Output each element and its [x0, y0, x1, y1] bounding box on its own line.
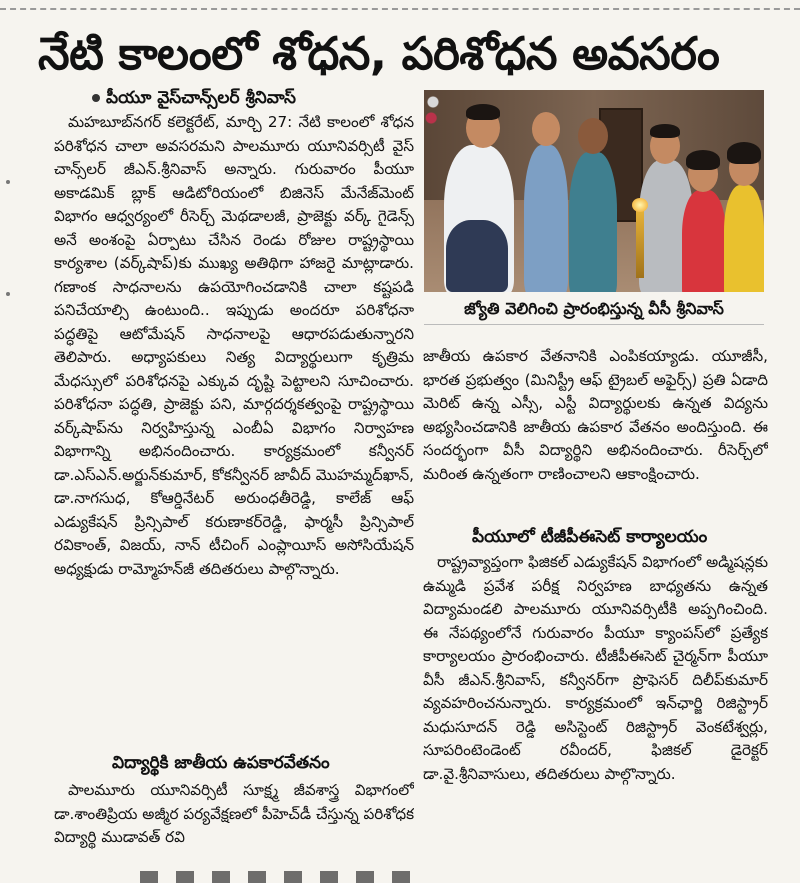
- oil-lamp: [636, 208, 644, 278]
- person-vc-hair: [466, 104, 500, 120]
- article-left-continuation: పాలమూరు యూనివర్సిటీ సూక్ష్మ జీవశాస్త్ర విభాగంలో డా.శాంతిప్రియ అజ్మీర పర్యవేక్షణలో పీహెచ్‌డీ చేస్తున్న పరిశోధక విద్యార్థి ముడావత్ రవి: [54, 781, 414, 846]
- subhead-tgpecet-office: పీయూలో టీజీపీఈసెట్ కార్యాలయం: [472, 527, 708, 547]
- person-yellow-saree: [724, 185, 764, 292]
- margin-dot: [6, 180, 10, 184]
- person-red-saree: [682, 190, 726, 292]
- person-blue-shirt: [524, 145, 568, 292]
- top-dashed-rule: [0, 8, 800, 10]
- flower-decoration: [424, 90, 442, 130]
- subhead-scholarship: విద్యార్థికి జాతీయ ఉపకారవేతనం: [112, 753, 330, 773]
- byline: [92, 86, 422, 110]
- person-teal-vest: [569, 152, 617, 292]
- photo-caption: జ్యోతి వెలిగించి ప్రారంభిస్తున్న వీసీ శ్రీనివాస్: [424, 294, 764, 325]
- next-headline-fragment: [140, 871, 420, 883]
- headline: నేటి కాలంలో శోధన, పరిశోధన అవసరం: [38, 27, 720, 80]
- event-photo: [424, 90, 764, 292]
- person-grey-hair: [650, 124, 680, 138]
- article-left-column: మహబూబ్‌నగర్ కలెక్టరేట్, మార్చి 27: నేటి కాలంలో శోధన పరిశోధన చాలా అవసరమని పాలమూరు యూనివర్సిటీ వైస్ చాన్స్‌లర్ జీఎన్.శ్రీనివాస్ అన్నారు. గురువారం పీయూ అకాడమిక్ బ్లాక్ ఆడిటోరియంలో బిజినెస్ మేనేజ్‌మెంట్ విభాగం ఆధ్వర్యంలో రీసెర్చ్ మెథడాలజీ, ప్రాజెక్టు వర్క్ గైడెన్స్ అనే అంశంపై ఏర్పాటు చేసిన రెండు రోజుల రాష్ట్రస్థాయి కార్యశాల (వర్క్‌షాప్)కు ముఖ్య అతిథిగా హాజరై మాట్లాడారు. గణాంక సాధనాలను ఉపయోగించడానికి చాలా కష్టపడి పనిచేయాల్సి ఉంటుంది.. ఇప్పుడు అందరూ పరిశోధనా పద్ధతిపై ఆటోమేషన్ సాధనాలపై ఆధారపడుతున్నారని తెలిపారు. అధ్యాపకులు నిత్య విద్యార్థులుగా కృత్రిమ మేధస్సులో పరిశోధనపై ఎక్కువ దృష్టి పెట్టాలని సూచించారు. పరిశోధనా పద్ధతి, ప్రాజెక్టు పని, మార్గదర్శకత్వంపై రాష్ట్రస్థాయి వర్క్‌షాప్‌ను నిర్వహిస్తున్న ఎంబీఏ విభాగం నిర్వాహణ విభాగాన్ని అభినందించారు. కార్యక్రమంలో కన్వీనర్ డా.ఎస్ఎన్.అర్జున్‌కుమార్, కోకన్వీనర్ జావీద్ మొహమ్మద్‌ఖాన్, డా.నాగసుధ, కోఆర్డినేటర్ అరుంధతీరెడ్డి, కాలేజ్ ఆఫ్ ఎడ్యుకేషన్ ప్రిన్సిపాల్ కరుణాకర్‌రెడ్డి, ఫార్మసీ ప్రిన్సిపాల్ రవికాంత్, విజయ్, నాన్ టీచింగ్ ఎంప్లాయీస్ అసోసియేషన్ అధ్యక్షుడు రామ్మోహన్‌జీ తదితరులు పాల్గొన్నారు.: [54, 113, 414, 578]
- article-right-continuation: రాష్ట్రవ్యాప్తంగా ఫిజికల్ ఎడ్యుకేషన్ విభాగంలో అడ్మిషన్లకు ఉమ్మడి ప్రవేశ పరీక్ష నిర్వహణ బాధ్యతను ఉన్నత విద్యామండలి పాలమూరు యూనివర్సిటీకి అప్పగించింది. ఈ నేపథ్యంలోనే గురువారం పీయూ క్యాంపస్‌లో ప్రత్యేక కార్యాలయం ప్రారంభించారు. టీజీపీఈసెట్ చైర్మన్‌గా పీయూ వీసీ జీఎన్.శ్రీనివాస్, కన్వీనర్‌గా ప్రొఫెసర్ దిలీప్‌కుమార్ వ్యవహరించనున్నారు. కార్యక్రమంలో ఇన్‌ఛార్జి రిజిస్ట్రార్ మధుసూదన్ రెడ్డి అసిస్టెంట్ రిజిస్ట్రార్ వెంకటేశ్వర్లు, సూపరింటెండెంట్ రవీందర్, ఫిజికల్ డైరెక్టర్ డా.వై.శ్రీనివాసులు, తదితరులు పాల్గొన్నారు.: [423, 553, 768, 783]
- person-red-hair: [686, 150, 720, 170]
- lamp-flame: [632, 198, 648, 212]
- margin-dot: [6, 292, 10, 296]
- byline-text: పీయూ వైస్‌చాన్స్‌లర్ శ్రీనివాస్: [106, 88, 296, 108]
- person-blue-head: [532, 112, 560, 146]
- person-yellow-hair: [727, 142, 761, 164]
- person-vc-trousers: [446, 220, 508, 292]
- bullet-icon: [92, 94, 100, 102]
- article-right-column: జాతీయ ఉపకార వేతనానికి ఎంపికయ్యాడు. యూజీసీ, భారత ప్రభుత్వం (మినిస్ట్రీ ఆఫ్ ట్రైబల్ అఫైర్స్) ప్రతి ఏడాది మెరిట్ ఉన్న ఎస్సీ, ఎస్టీ విద్యార్థులకు ఉన్నత విద్యను అభ్యసించడానికి జాతీయ ఉపకార వేతనం అందిస్తుంది. ఈ సందర్భంగా వీసీ విద్యార్థిని అభినందించారు. రీసెర్చ్‌లో మరింత ఉన్నతంగా రాణించాలని ఆకాంక్షించారు.: [423, 347, 768, 483]
- person-teal-head: [578, 118, 608, 154]
